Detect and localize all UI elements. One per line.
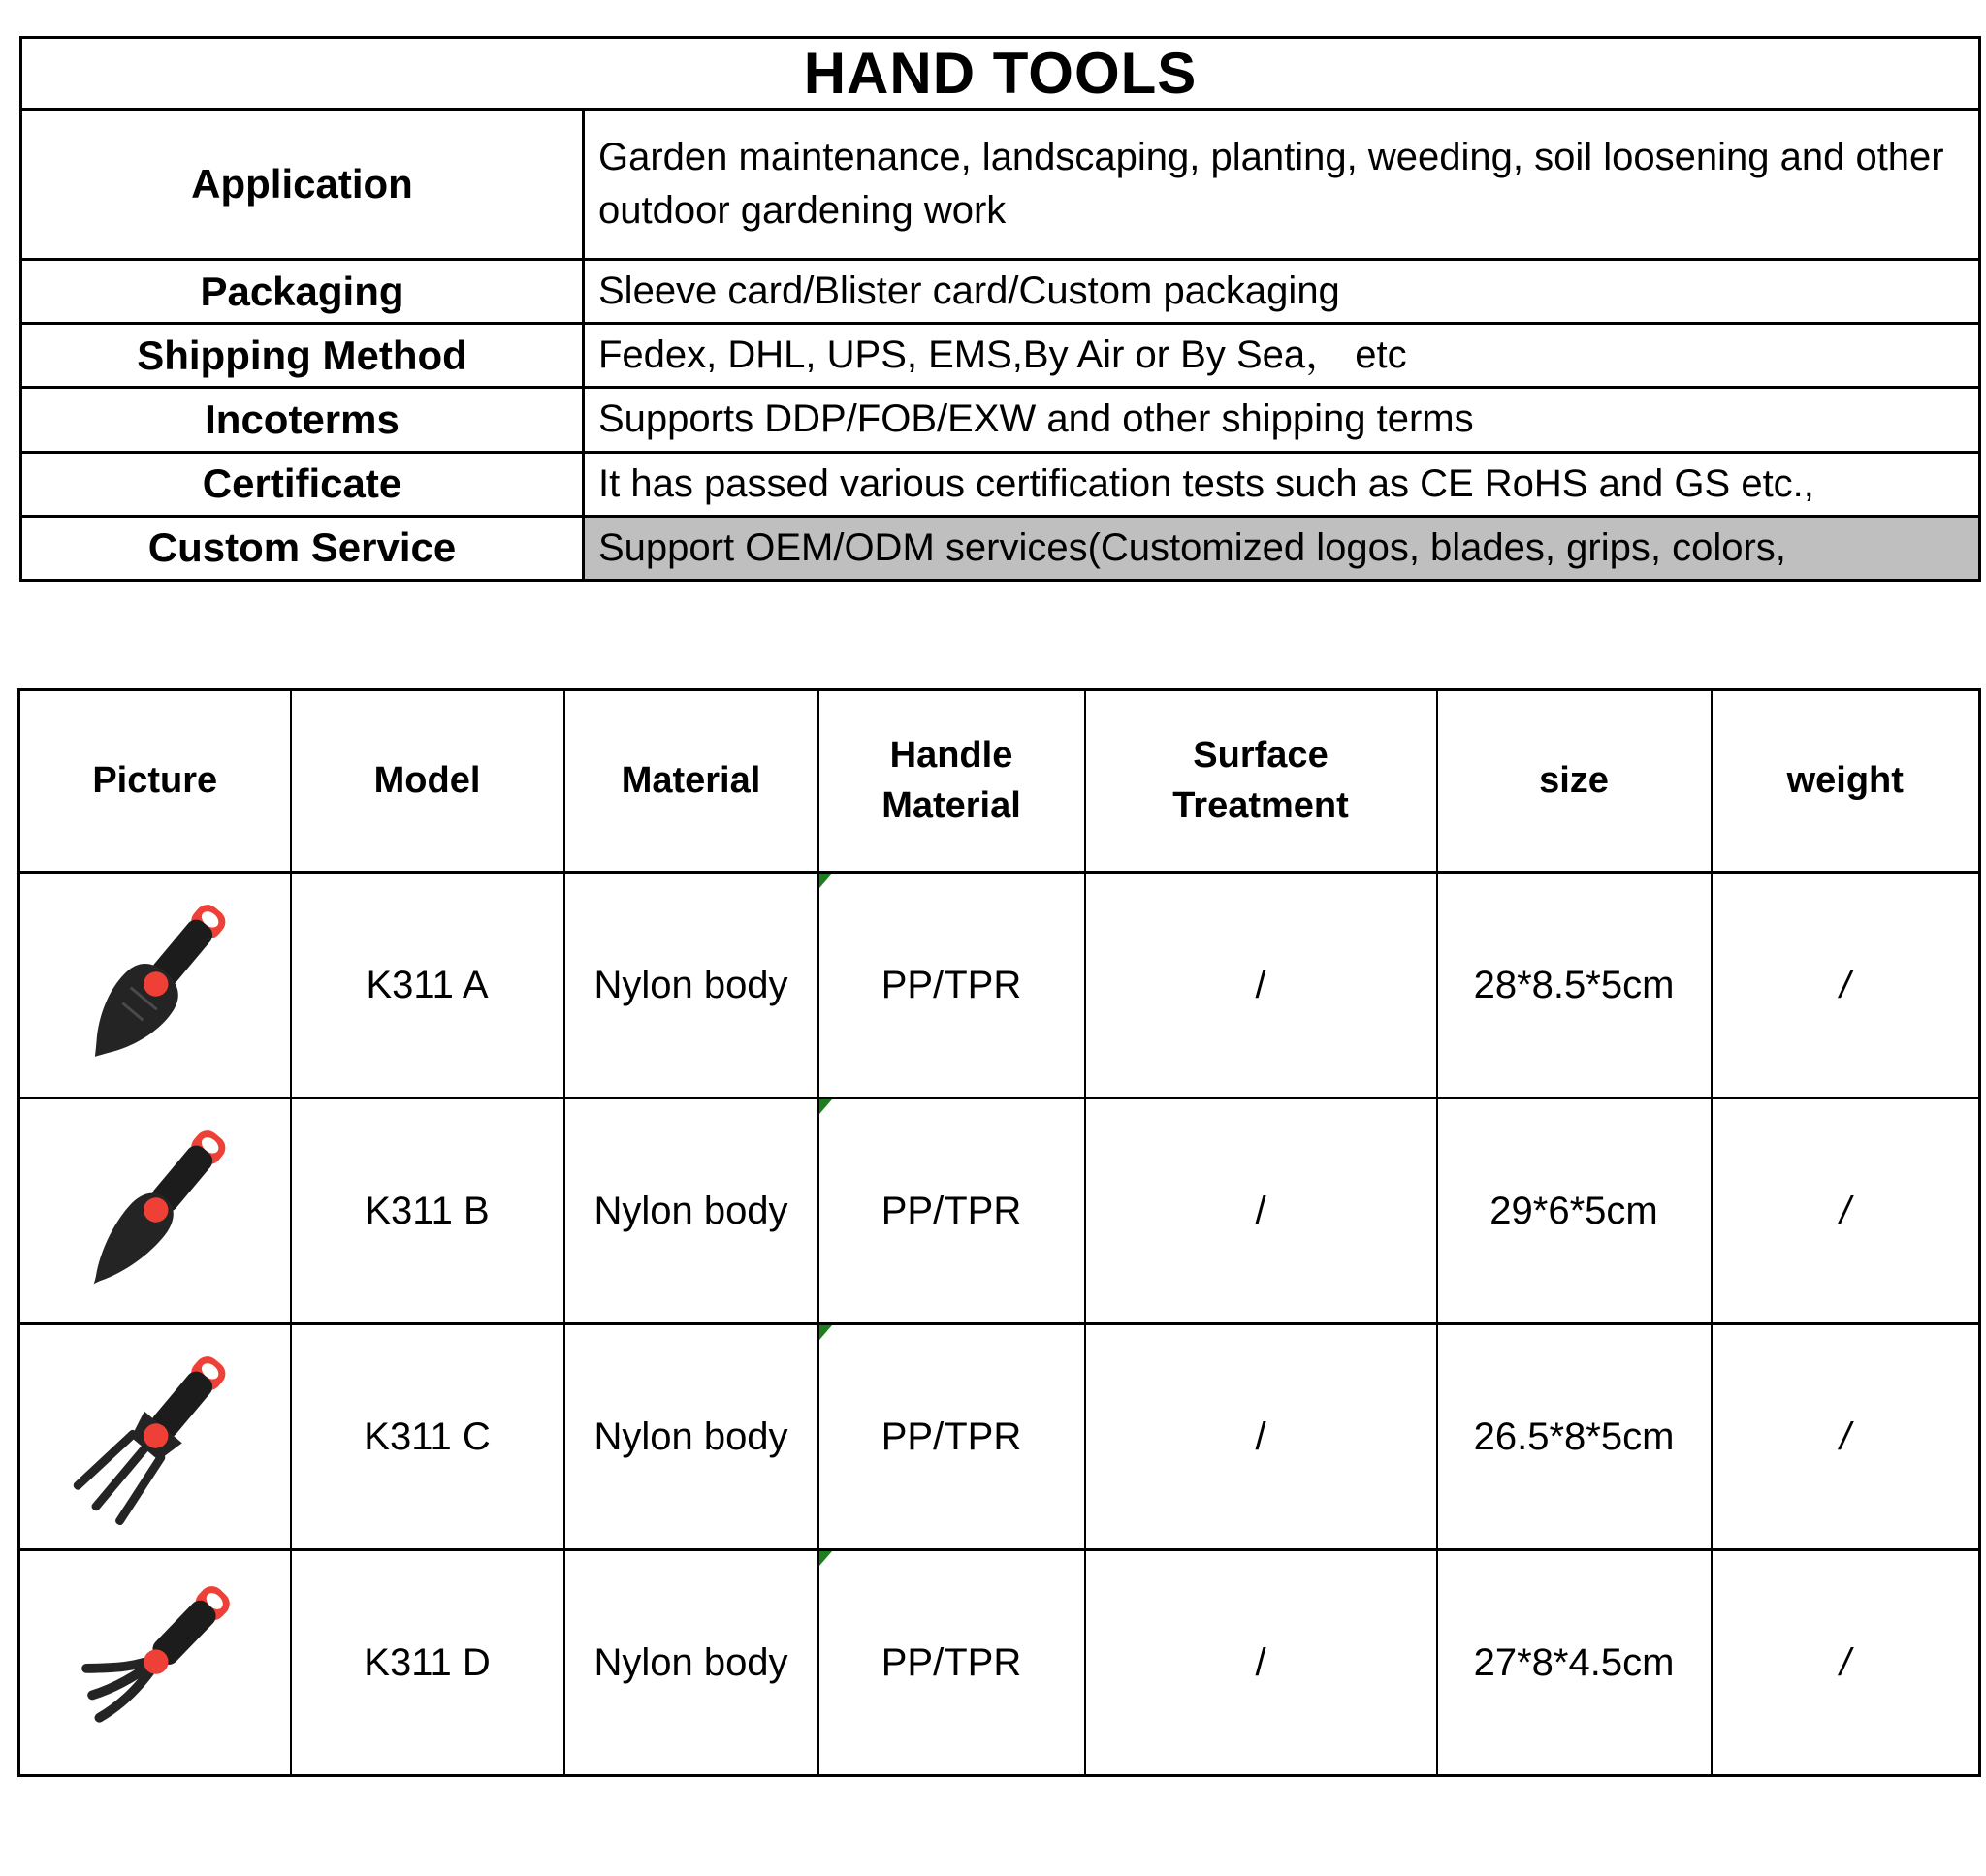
info-row-certificate [21,452,1980,516]
title-row [21,38,1980,110]
product-surface-treatment: / [1085,1550,1437,1776]
product-model: K311 A [291,873,564,1098]
handle-material-text: PP/TPR [881,1189,1022,1232]
product-header-row [19,690,1980,873]
info-value-application: Garden maintenance, landscaping, planting, weeding, soil loosening and other outdoor gardening work [584,110,1980,260]
info-label-custom-service: Custom Service [21,516,584,580]
product-handle-material [818,1324,1085,1550]
product-row [19,1550,1980,1776]
info-value-custom-service: Support OEM/ODM services(Customized logos, blades, grips, colors, [584,516,1980,580]
info-value-packaging: Sleeve card/Blister card/Custom packaging [584,260,1980,324]
handle-material-text: PP/TPR [881,1640,1022,1684]
info-row-incoterms [21,388,1980,452]
product-material: Nylon body [564,1098,818,1324]
col-header-surface-treatment: Surface Treatment [1085,690,1437,873]
product-weight: / [1712,873,1980,1098]
green-corner-flag [819,1099,832,1114]
product-picture-cell [19,1550,291,1776]
handle-material-text: PP/TPR [881,963,1022,1006]
col-header-weight: weight [1712,690,1980,873]
product-row [19,1098,1980,1324]
product-row [19,1324,1980,1550]
garden-fork-icon [50,1333,259,1542]
garden-trowel-narrow-icon [50,1107,259,1316]
product-picture-cell [19,873,291,1098]
product-handle-material [818,1550,1085,1776]
handle-material-text: PP/TPR [881,1415,1022,1458]
product-picture-cell [19,1098,291,1324]
green-corner-flag [819,1325,832,1340]
info-label-certificate: Certificate [21,452,584,516]
info-label-shipping-method: Shipping Method [21,324,584,388]
product-surface-treatment: / [1085,1324,1437,1550]
col-header-handle-material: Handle Material [818,690,1085,873]
info-value-certificate: It has passed various certification tests such as CE RoHS and GS etc., [584,452,1980,516]
info-row-shipping-method [21,324,1980,388]
product-handle-material [818,873,1085,1098]
product-size: 28*8.5*5cm [1437,873,1712,1098]
info-label-incoterms: Incoterms [21,388,584,452]
green-corner-flag [819,874,832,888]
product-weight: / [1712,1550,1980,1776]
product-size: 27*8*4.5cm [1437,1550,1712,1776]
garden-trowel-wide-icon [50,881,259,1090]
info-label-packaging: Packaging [21,260,584,324]
info-value-incoterms: Supports DDP/FOB/EXW and other shipping terms [584,388,1980,452]
product-handle-material [818,1098,1085,1324]
col-header-material: Material [564,690,818,873]
product-size: 29*6*5cm [1437,1098,1712,1324]
product-material: Nylon body [564,1550,818,1776]
product-weight: / [1712,1098,1980,1324]
product-material: Nylon body [564,1324,818,1550]
product-table [17,688,1981,1777]
product-model: K311 D [291,1550,564,1776]
page-title: HAND TOOLS [21,38,1980,110]
garden-cultivator-icon [50,1559,259,1767]
col-header-model: Model [291,690,564,873]
product-picture-cell [19,1324,291,1550]
product-surface-treatment: / [1085,1098,1437,1324]
green-corner-flag [819,1551,832,1566]
col-header-picture: Picture [19,690,291,873]
product-material: Nylon body [564,873,818,1098]
product-model: K311 C [291,1324,564,1550]
info-label-application: Application [21,110,584,260]
info-row-custom-service [21,516,1980,580]
col-header-size: size [1437,690,1712,873]
info-row-packaging [21,260,1980,324]
product-size: 26.5*8*5cm [1437,1324,1712,1550]
product-surface-treatment: / [1085,873,1437,1098]
product-model: K311 B [291,1098,564,1324]
info-value-shipping-method: Fedex, DHL, UPS, EMS,By Air or By Sea， etc [584,324,1980,388]
info-table [19,36,1981,582]
info-row-application [21,110,1980,260]
product-row [19,873,1980,1098]
product-weight: / [1712,1324,1980,1550]
